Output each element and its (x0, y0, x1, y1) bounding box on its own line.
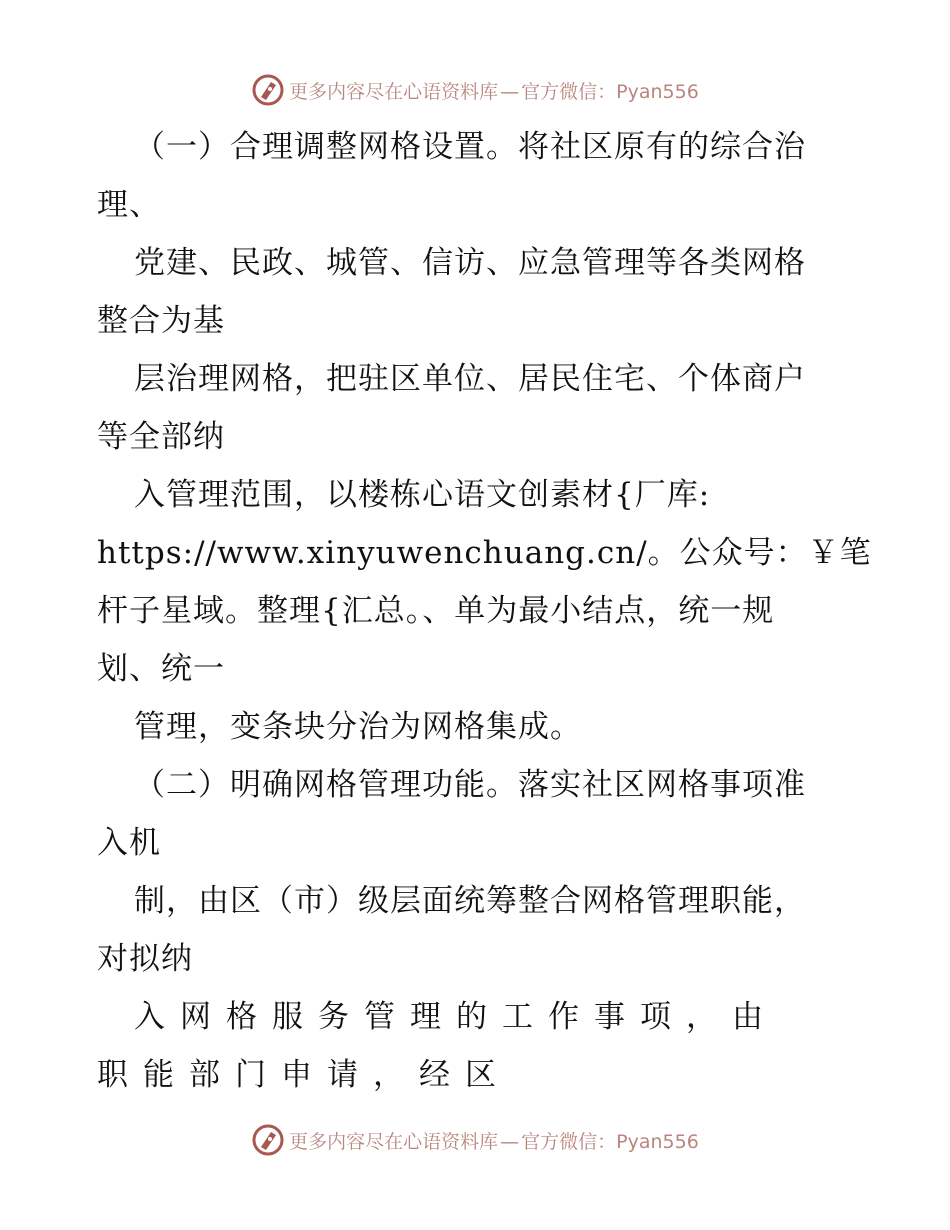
body-line: https://www.xinyuwenchuang.cn/。公众号：￥笔 (97, 535, 872, 571)
body-line: 划、统一 (97, 651, 225, 687)
body-line: 职能部门申请，经区 (97, 1057, 511, 1093)
body-line: 制，由区（市）级层面统筹整合网格管理职能， (134, 883, 806, 919)
header-banner (0, 70, 950, 110)
body-line: （二）明确网格管理功能。落实社区网格事项准 (134, 767, 806, 803)
body-line: 入管理范围，以楼栋心语文创素材{厂库: (134, 477, 711, 513)
document-body (0, 118, 950, 1104)
header-site-text: 更多内容尽在心语资料库 (289, 80, 499, 103)
pen-nib-circle-icon (251, 73, 285, 107)
body-line: 入机 (97, 825, 161, 861)
body-line: 理、 (97, 187, 161, 223)
body-line: 杆子星域。整理{汇总。、单为最小结点，统一规 (97, 593, 775, 629)
body-line: 等全部纳 (97, 419, 225, 455)
footer-separator: — (500, 1130, 520, 1153)
body-line: 对拟纳 (97, 941, 193, 977)
footer-text (289, 1127, 699, 1154)
body-line: 整合为基 (97, 303, 225, 339)
footer-wechat-text: 官方微信：Pyan556 (521, 1130, 699, 1153)
body-line: 层治理网格，把驻区单位、居民住宅、个体商户 (134, 361, 806, 397)
footer-banner (0, 1120, 950, 1160)
body-line: 管理，变条块分治为网格集成。 (134, 709, 582, 745)
body-line: 入网格服务管理的工作事项，由 (134, 999, 778, 1035)
pen-nib-circle-icon (251, 1123, 285, 1157)
header-wechat-text: 官方微信：Pyan556 (521, 80, 699, 103)
body-line: 党建、民政、城管、信访、应急管理等各类网格 (134, 245, 806, 281)
footer-site-text: 更多内容尽在心语资料库 (289, 1130, 499, 1153)
header-text (289, 77, 699, 104)
body-line: （一）合理调整网格设置。将社区原有的综合治 (134, 129, 806, 165)
header-separator: — (500, 80, 520, 103)
